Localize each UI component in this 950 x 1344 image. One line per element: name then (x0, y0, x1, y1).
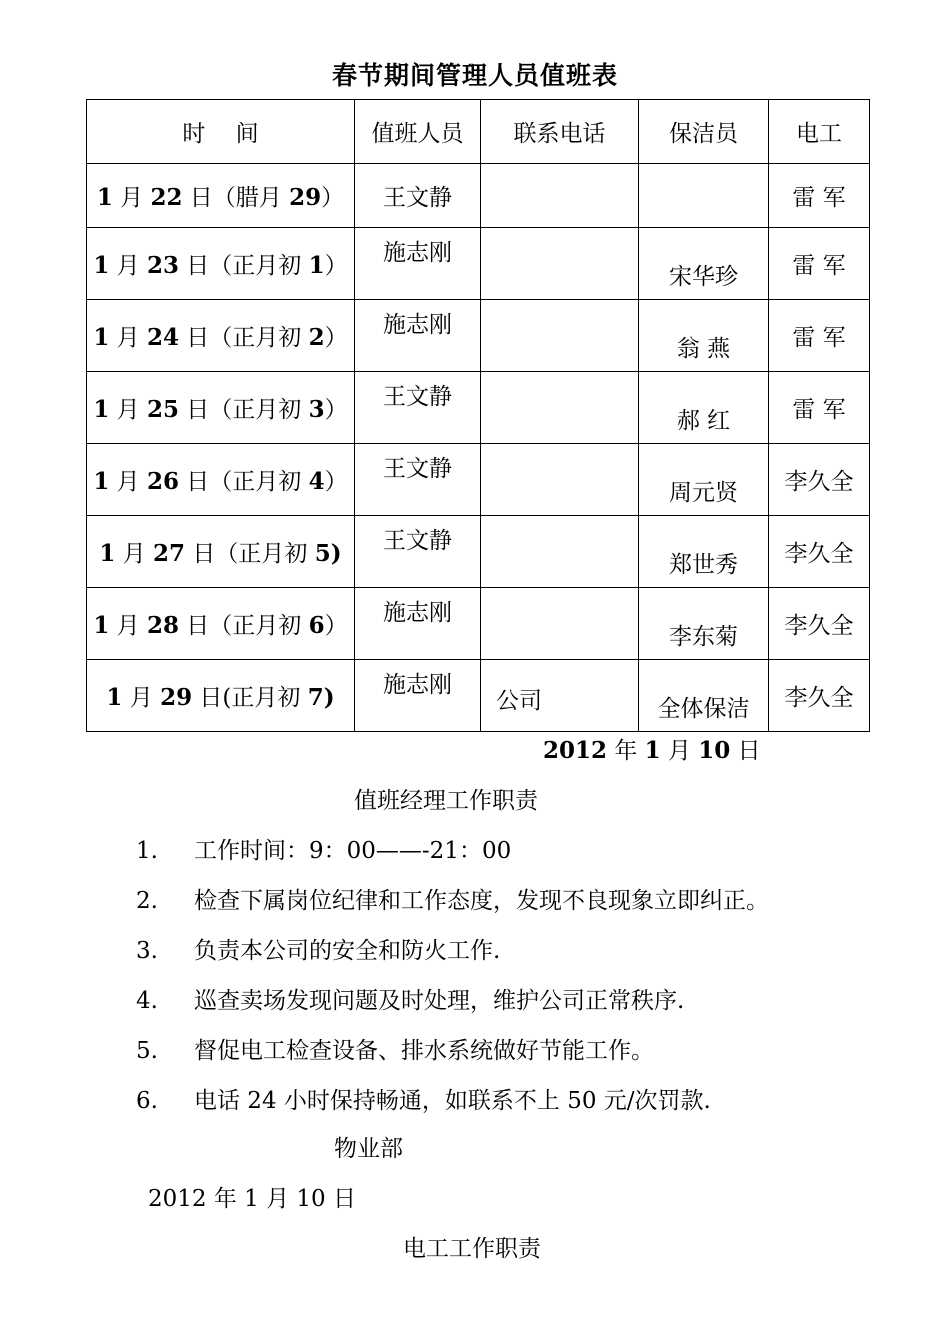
cell-cleaner: 周元贤 (639, 444, 769, 516)
cell-electrician: 雷 军 (769, 164, 870, 228)
list-item-number: 6. (136, 1088, 158, 1114)
list-item-text: 电话 24 小时保持畅通，如联系不上 50 元/次罚款. (194, 1088, 711, 1114)
cell-duty-person: 施志刚 (355, 588, 481, 660)
cell-cleaner: 郑世秀 (639, 516, 769, 588)
list-item-number: 2. (136, 888, 158, 914)
header-cleaner: 保洁员 (639, 100, 769, 164)
cell-date: 1 月 26 日（正月初 4） (87, 444, 355, 516)
cell-cleaner: 郝 红 (639, 372, 769, 444)
cell-phone (481, 588, 639, 660)
cell-electrician: 雷 军 (769, 228, 870, 300)
list-item (136, 832, 511, 865)
list-item-number: 4. (136, 988, 158, 1014)
list-item-text: 检查下属岗位纪律和工作态度，发现不良现象立即纠正。 (194, 888, 769, 914)
section-title-manager-duties: 值班经理工作职责 (354, 788, 538, 814)
list-item (136, 1032, 654, 1065)
cell-cleaner: 宋华珍 (639, 228, 769, 300)
cell-cleaner: 全体保洁 (639, 660, 769, 732)
cell-cleaner (639, 164, 769, 228)
cell-electrician: 李久全 (769, 660, 870, 732)
cell-date: 1 月 28 日（正月初 6） (87, 588, 355, 660)
table-row (87, 660, 870, 732)
cell-phone (481, 372, 639, 444)
table-row (87, 164, 870, 228)
duty-roster-table (86, 99, 870, 732)
list-item-text: 负责本公司的安全和防火工作. (194, 938, 501, 964)
cell-phone (481, 164, 639, 228)
cell-date: 1 月 29 日(正月初 7) (87, 660, 355, 732)
header-duty-person: 值班人员 (355, 100, 481, 164)
cell-phone (481, 516, 639, 588)
cell-electrician: 雷 军 (769, 372, 870, 444)
header-time: 时 间 (87, 100, 355, 164)
table-row (87, 228, 870, 300)
list-item (136, 982, 684, 1015)
list-item-text: 督促电工检查设备、排水系统做好节能工作。 (194, 1038, 654, 1064)
list-item (136, 932, 500, 965)
cell-duty-person: 王文静 (355, 444, 481, 516)
cell-duty-person: 王文静 (355, 372, 481, 444)
cell-phone (481, 444, 639, 516)
cell-duty-person: 施志刚 (355, 228, 481, 300)
cell-cleaner: 李东菊 (639, 588, 769, 660)
header-electrician: 电工 (769, 100, 870, 164)
list-item (136, 1082, 711, 1115)
document-title: 春节期间管理人员值班表 (331, 61, 618, 90)
cell-date: 1 月 24 日（正月初 2） (87, 300, 355, 372)
signature-date: 2012 年 1 月 10 日 (543, 737, 761, 764)
list-item (136, 882, 769, 915)
cell-duty-person: 施志刚 (355, 660, 481, 732)
table-row (87, 444, 870, 516)
list-item-text: 工作时间：9：00——-21：00 (194, 838, 512, 864)
table-row (87, 300, 870, 372)
signature2-date: 2012 年 1 月 10 日 (148, 1186, 356, 1212)
table-row (87, 372, 870, 444)
cell-duty-person: 施志刚 (355, 300, 481, 372)
signature-company: 公司 (496, 688, 542, 714)
list-item-text: 巡查卖场发现问题及时处理，维护公司正常秩序. (194, 988, 685, 1014)
list-item-number: 5. (136, 1038, 158, 1064)
cell-date: 1 月 23 日（正月初 1） (87, 228, 355, 300)
cell-phone (481, 228, 639, 300)
list-item-number: 3. (136, 938, 158, 964)
cell-duty-person: 王文静 (355, 516, 481, 588)
cell-electrician: 李久全 (769, 444, 870, 516)
cell-date: 1 月 22 日（腊月 29） (87, 164, 355, 228)
cell-electrician: 李久全 (769, 588, 870, 660)
cell-electrician: 李久全 (769, 516, 870, 588)
table-row (87, 516, 870, 588)
cell-duty-person: 王文静 (355, 164, 481, 228)
cell-date: 1 月 25 日（正月初 3） (87, 372, 355, 444)
cell-electrician: 雷 军 (769, 300, 870, 372)
signature-department: 物业部 (334, 1136, 403, 1162)
cell-phone (481, 300, 639, 372)
list-item-number: 1. (136, 838, 158, 864)
cell-date: 1 月 27 日（正月初 5) (87, 516, 355, 588)
section-title-electrician-duties: 电工工作职责 (403, 1236, 541, 1262)
header-phone: 联系电话 (481, 100, 639, 164)
cell-cleaner: 翁 燕 (639, 300, 769, 372)
table-row (87, 588, 870, 660)
table-header-row (87, 100, 870, 164)
